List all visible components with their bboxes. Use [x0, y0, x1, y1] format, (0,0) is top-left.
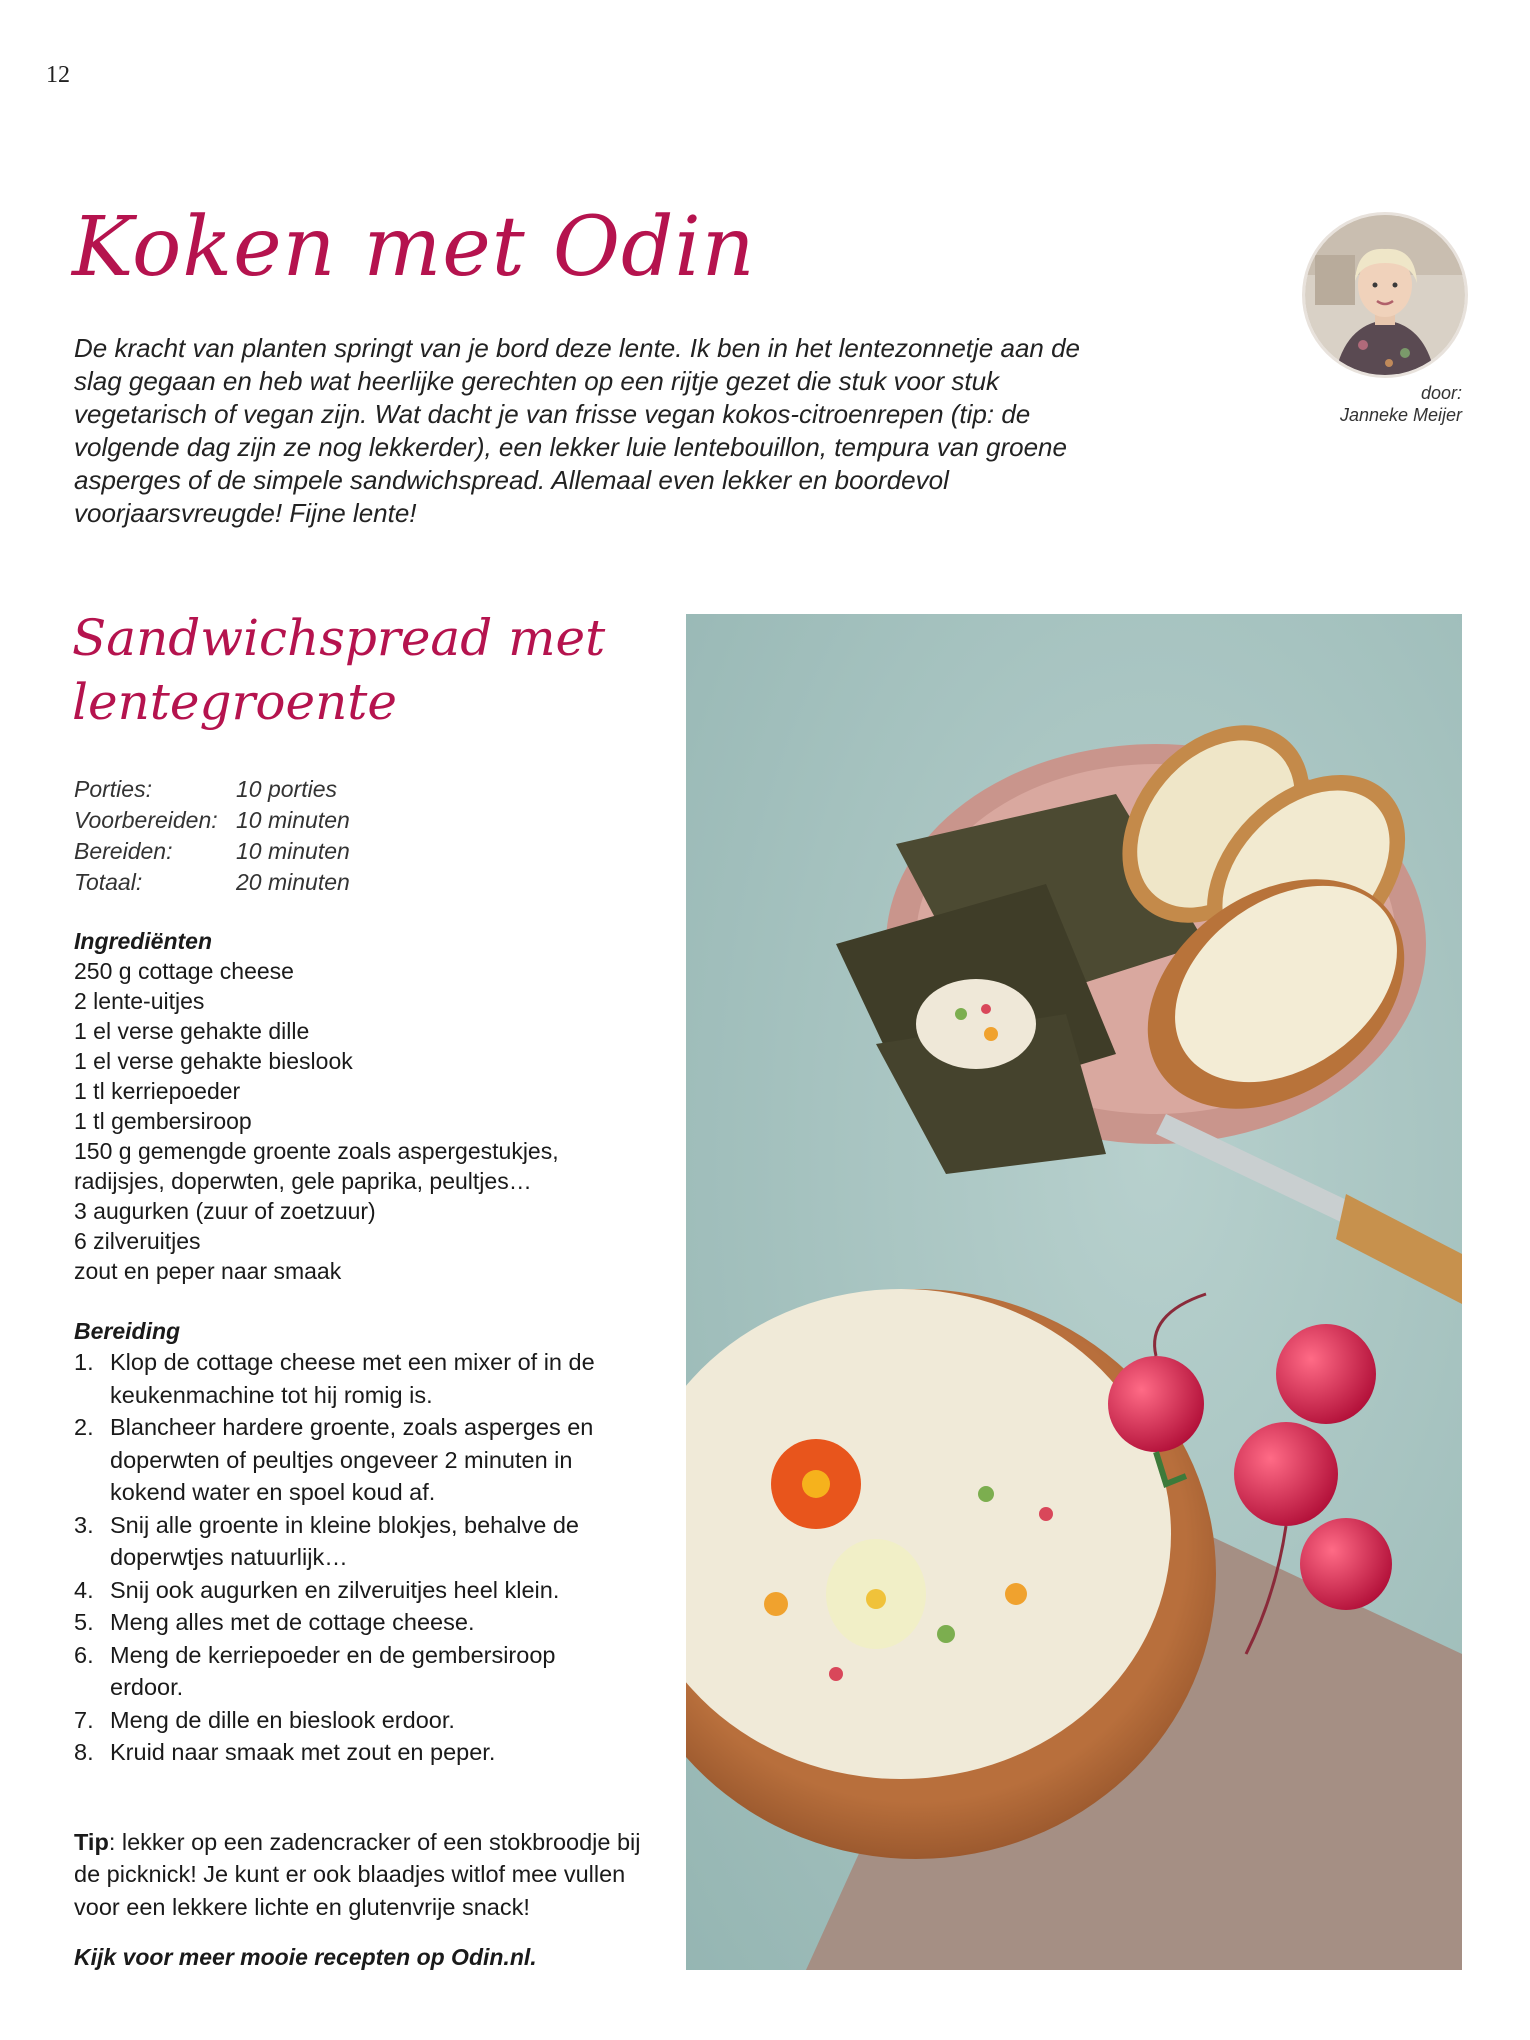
step-number: 2. — [74, 1414, 94, 1440]
step-text: Meng alles met de cottage cheese. — [110, 1609, 475, 1635]
ingredient-item: 2 lente-uitjes — [74, 988, 205, 1014]
ingredient-item: 1 el verse gehakte bieslook — [74, 1048, 353, 1074]
author-credit — [1340, 382, 1462, 426]
author-prefix: door: — [1420, 383, 1462, 403]
step-text: Meng de kerriepoeder en de gembersiroop erdoor. — [110, 1641, 556, 1700]
ingredient-item: zout en peper naar smaak — [74, 1258, 342, 1284]
recipe-title: Sandwichspread met lentegroente — [72, 609, 606, 731]
ingredient-item: 6 zilveruitjes — [74, 1228, 201, 1254]
step-number: 5. — [74, 1609, 94, 1635]
step-item — [74, 1509, 634, 1574]
meta-value: 10 minuten — [236, 807, 350, 833]
step-item — [74, 1411, 634, 1509]
meta-value: 20 minuten — [236, 869, 350, 895]
step-item — [74, 1574, 634, 1607]
step-text: Klop de cottage cheese met een mixer of in de keukenmachine tot hij romig is. — [110, 1349, 595, 1408]
ingredients-section — [74, 926, 654, 1286]
website-callout: Kijk voor meer mooie recepten op Odin.nl. — [74, 1944, 537, 1970]
tip-text: : lekker op een zadencracker of een stokbroodje bij de picknick! Je kunt er ook blaadjes witlof mee vullen voor een lekkere lichte en glutenvrije snack! — [74, 1828, 641, 1920]
recipe-photo — [686, 614, 1462, 1970]
step-item — [74, 1606, 634, 1639]
step-item — [74, 1346, 634, 1411]
step-text: Blancheer hardere groente, zoals asperges en doperwten of peultjes ongeveer 2 minuten in kokend water en spoel koud af. — [110, 1414, 594, 1505]
ingredient-item: 1 el verse gehakte dille — [74, 1018, 310, 1044]
step-number: 7. — [74, 1706, 94, 1733]
step-item — [74, 1736, 634, 1769]
meta-label: Voorbereiden: — [74, 807, 218, 833]
ingredients-heading: Ingrediënten — [74, 928, 213, 954]
step-number: 3. — [74, 1511, 94, 1538]
meta-value: 10 porties — [236, 776, 338, 802]
meta-row-cook — [74, 836, 350, 867]
recipe-meta — [74, 774, 350, 898]
preparation-section — [74, 1316, 634, 1769]
ingredient-list — [74, 956, 654, 1286]
step-number: 8. — [74, 1739, 94, 1765]
preparation-heading: Bereiding — [74, 1318, 181, 1344]
step-list — [74, 1346, 634, 1769]
section-title: Koken met Odin — [72, 200, 756, 295]
meta-row-total — [74, 867, 350, 898]
meta-row-prep — [74, 805, 350, 836]
author-name: Janneke Meijer — [1339, 405, 1462, 425]
step-item — [74, 1639, 634, 1704]
ingredient-item: 250 g cottage cheese — [74, 958, 294, 984]
author-portrait — [1302, 212, 1468, 378]
meta-label: Porties: — [74, 776, 152, 802]
page-number: 12 — [46, 62, 70, 88]
ingredient-item: 150 g gemengde groente zoals aspergestukjes, radijsjes, doperwten, gele paprika, peultjes… — [74, 1138, 559, 1194]
meta-value: 10 minuten — [236, 838, 350, 864]
ingredient-item: 1 tl kerriepoeder — [74, 1078, 241, 1104]
step-number: 4. — [74, 1576, 94, 1603]
intro-paragraph: De kracht van planten springt van je bord deze lente. Ik ben in het lentezonnetje aan de slag gegaan en heb wat heerlijke gerechten op een rijtje gezet die stuk voor stuk vegetarisch of vegan zijn. Wat dacht je van frisse vegan kokos-citroenrepen (tip: de volgende dag zijn ze nog lekkerder), een lekker luie lentebouillon, tempura van groene asperges of de simpele sandwichspread. Allemaal even lekker en boordevol voorjaarsvreugde! Fijne lente! — [74, 333, 1081, 528]
step-number: 6. — [74, 1641, 94, 1668]
meta-label: Totaal: — [74, 869, 143, 895]
meta-row-portions — [74, 774, 350, 805]
step-text: Snij ook augurken en zilveruitjes heel klein. — [110, 1576, 560, 1603]
step-text: Meng de dille en bieslook erdoor. — [110, 1706, 455, 1733]
tip-label: Tip — [74, 1828, 109, 1855]
ingredient-item: 1 tl gembersiroop — [74, 1108, 252, 1134]
step-text: Snij alle groente in kleine blokjes, behalve de doperwtjes natuurlijk… — [110, 1511, 580, 1570]
step-text: Kruid naar smaak met zout en peper. — [110, 1739, 496, 1765]
step-number: 1. — [74, 1349, 94, 1375]
tip-paragraph — [74, 1826, 654, 1924]
ingredient-item: 3 augurken (zuur of zoetzuur) — [74, 1198, 376, 1224]
step-item — [74, 1704, 634, 1737]
meta-label: Bereiden: — [74, 838, 173, 864]
